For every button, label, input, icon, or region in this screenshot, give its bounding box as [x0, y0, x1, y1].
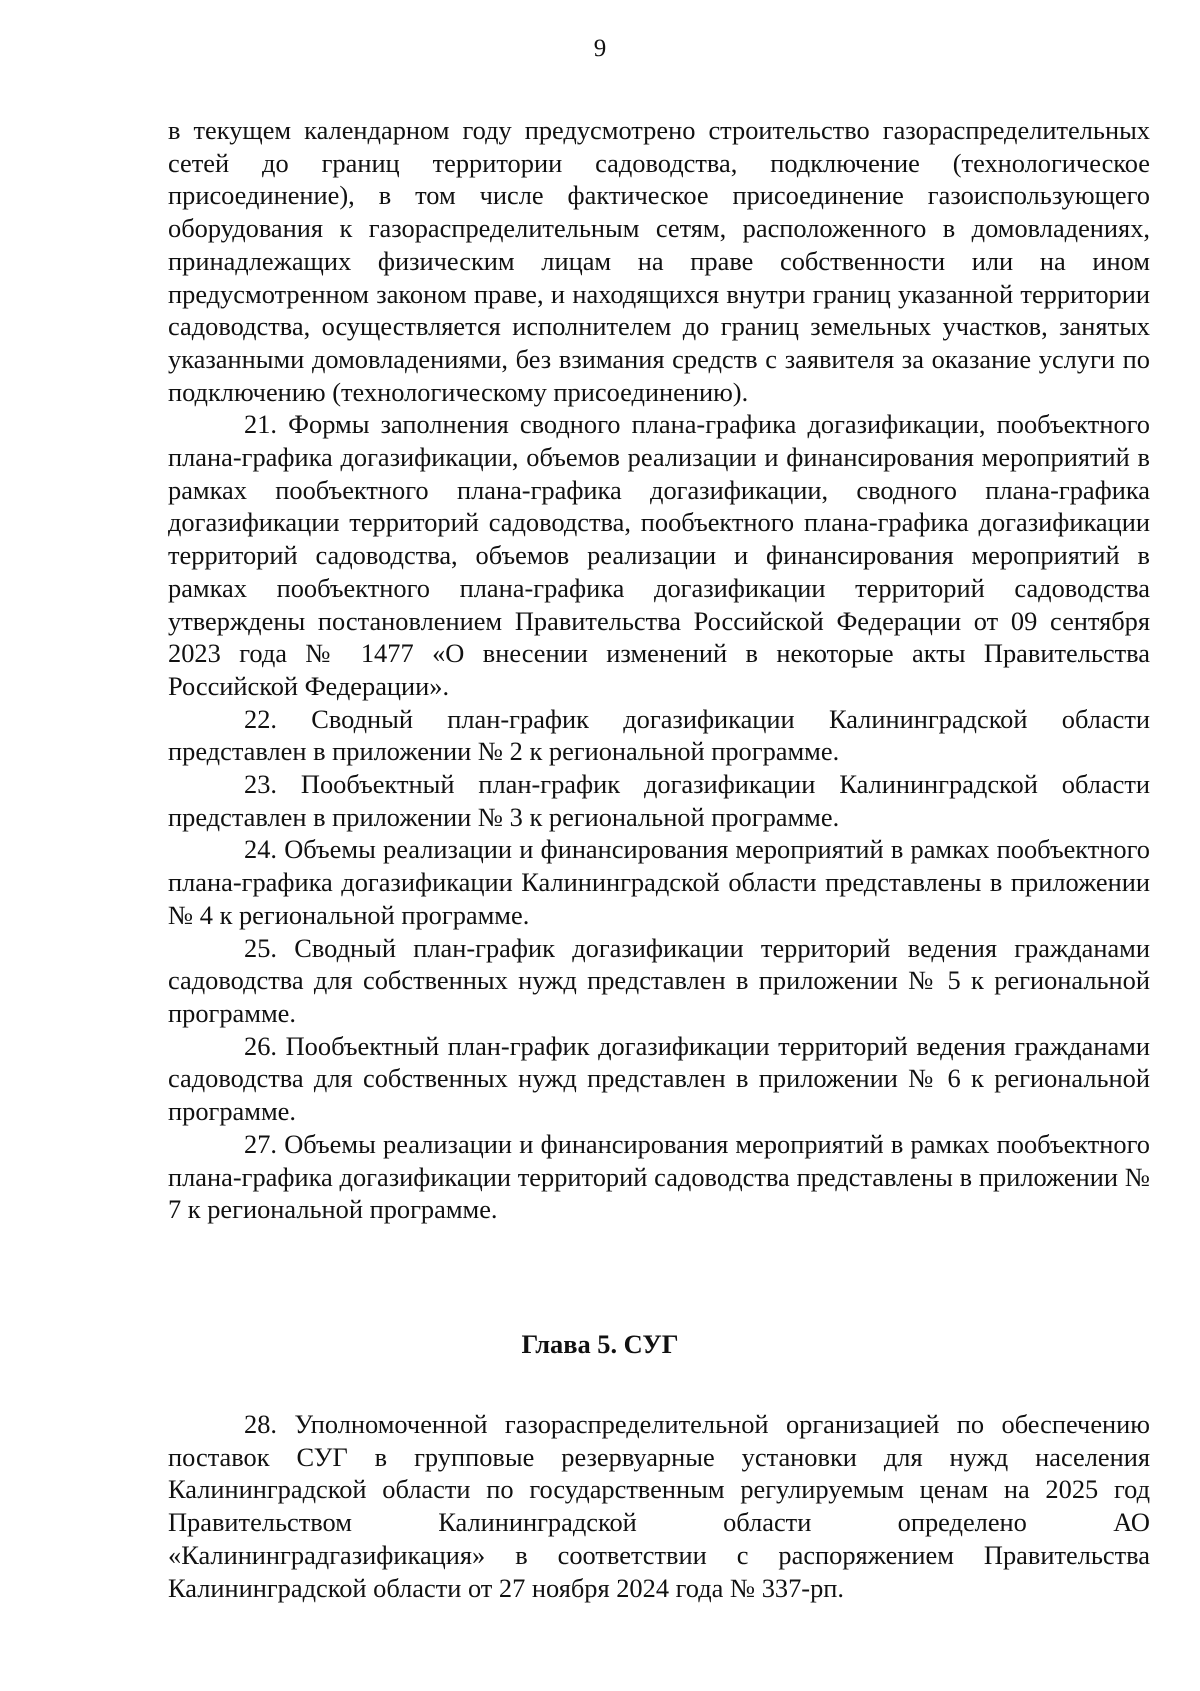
chapter-heading: Глава 5. СУГ	[521, 1329, 679, 1359]
paragraph-21: 21. Формы заполнения сводного плана-графика догазификации, пообъектного плана-графика догазификации, объемов реализации и финансирования мероприятий в рамках пообъектного плана-графика догазификации, сводного плана-графика догазификации территорий садоводства, пообъектного плана-графика догазификации территорий садоводства, объемов реализации и финансирования мероприятий в рамках пообъектного плана-графика догазификации территорий садоводства утверждены постановлением Правительства Российской Федерации от 09 сентября 2023 года № 1477 «О внесении изменений в некоторые акты Правительства Российской Федерации».	[168, 409, 1150, 701]
page-number: 9	[593, 35, 607, 62]
paragraph-26: 26. Пообъектный план-график догазификации территорий ведения гражданами садоводства для собственных нужд представлен в приложении № 6 к региональной программе.	[168, 1030, 1150, 1127]
paragraph-27: 27. Объемы реализации и финансирования мероприятий в рамках пообъектного плана-графика догазификации территорий садоводства представлены в приложении № 7 к региональной программе.	[168, 1128, 1150, 1225]
paragraph-24: 24. Объемы реализации и финансирования мероприятий в рамках пообъектного плана-графика догазификации Калининградской области представлены в приложении № 4 к региональной программе.	[168, 834, 1150, 930]
paragraph-22: 22. Сводный план-график догазификации Калининградской области представлен в приложении № 2 к региональной программе.	[168, 703, 1150, 767]
document-body	[168, 114, 1150, 1226]
chapter-body	[168, 1408, 1150, 1604]
paragraph-23: 23. Пообъектный план-график догазификации Калининградской области представлен в приложении № 3 к региональной программе.	[168, 769, 1150, 832]
paragraph-continuation: в текущем календарном году предусмотрено строительство газораспределительных сетей до границ территории садоводства, подключение (технологическое присоединение), в том числе фактическое присоединение газоиспользующего оборудования к газораспределительным сетям, расположенного в домовладениях, принадлежащих физическим лицам на праве собственности или на ином предусмотренном законом праве, и находящихся внутри границ указанной территории садоводства, осуществляется исполнителем до границ земельных участков, занятых указанными домовладениями, без взимания средств с заявителя за оказание услуги по подключению (технологическому присоединению).	[168, 115, 1150, 407]
paragraph-28: 28. Уполномоченной газораспределительной организацией по обеспечению поставок СУГ в групповые резервуарные установки для нужд населения Калининградской области по государственным регулируемым ценам на 2025 год Правительством Калининградской области определено АО «Калининградгазификация» в соответствии с распоряжением Правительства Калининградской области от 27 ноября 2024 года № 337-рп.	[168, 1409, 1150, 1603]
paragraph-25: 25. Сводный план-график догазификации территорий ведения гражданами садоводства для собственных нужд представлен в приложении № 5 к региональной программе.	[168, 932, 1150, 1028]
